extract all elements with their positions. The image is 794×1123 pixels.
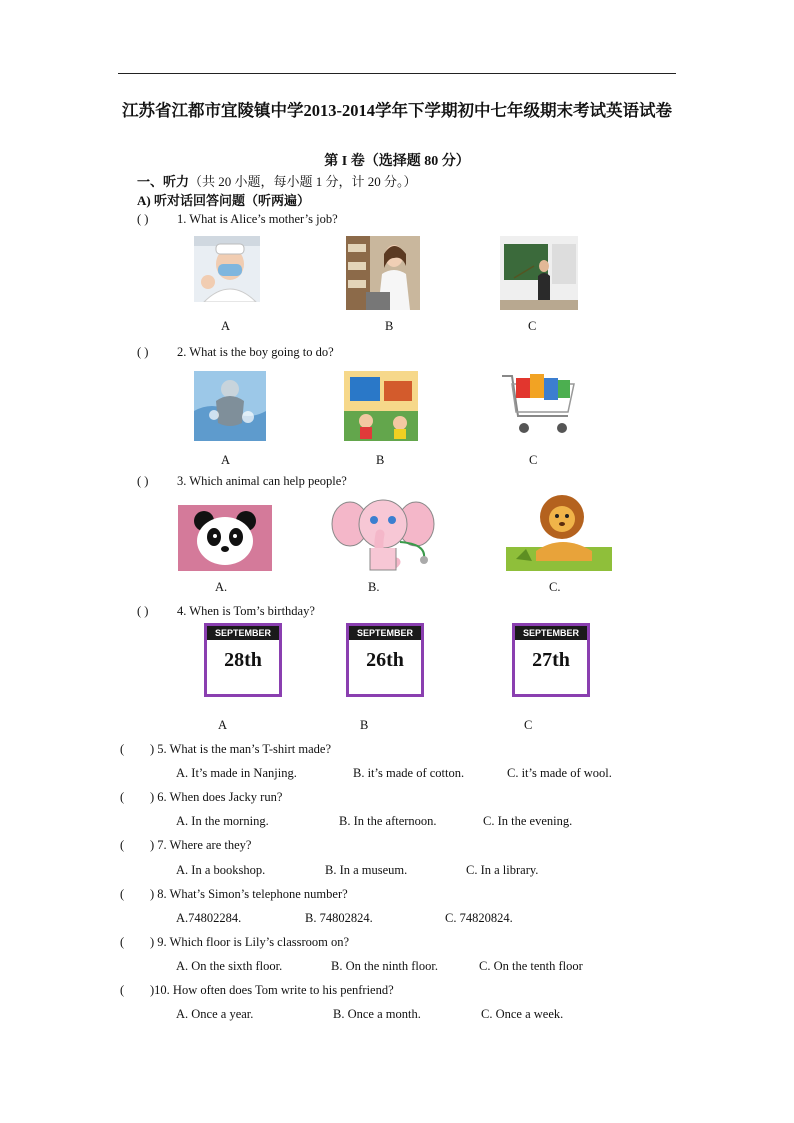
- question-4-text: 4. When is Tom’s birthday?: [177, 604, 315, 618]
- q4-label-c: C: [524, 718, 533, 732]
- answer-paren[interactable]: ( ): [137, 474, 149, 488]
- q5-option-a: A. It’s made in Nanjing.: [176, 766, 297, 780]
- q2-label-a: A: [221, 453, 231, 467]
- q5-option-b: B. it’s made of cotton.: [353, 766, 465, 780]
- q10-option-b: B. Once a month.: [333, 1007, 421, 1021]
- page-title: 江苏省江都市宜陵镇中学2013-2014学年下学期初中七年级期末考试英语试卷: [122, 101, 672, 120]
- section-heading-label: 一、听力: [137, 174, 190, 189]
- shopping-cart-image: [498, 370, 580, 442]
- q3-label-c: C.: [549, 580, 561, 594]
- question-2: [137, 345, 334, 360]
- q1-label-a: A: [221, 319, 231, 333]
- question-10-text: )10. How often does Tom write to his penfriend?: [150, 983, 394, 997]
- question-8-text: ) 8. What’s Simon’s telephone number?: [150, 887, 348, 901]
- question-3-text: 3. Which animal can help people?: [177, 474, 347, 488]
- elephant-image: [330, 494, 436, 574]
- calendar-day: 26th: [366, 649, 404, 671]
- lion-image: [506, 489, 612, 571]
- q2-label-c: C: [529, 453, 538, 467]
- question-4: [137, 604, 315, 619]
- q1-label-b: B: [385, 319, 394, 333]
- q10-option-a: A. Once a year.: [176, 1007, 254, 1021]
- answer-paren[interactable]: (: [120, 790, 125, 804]
- answer-paren[interactable]: ( ): [137, 212, 149, 226]
- volume-title: 第 I 卷（选择题 80 分）: [324, 154, 470, 169]
- swimming-image: [194, 371, 266, 441]
- answer-paren[interactable]: ( ): [137, 345, 149, 359]
- calendar-a: [204, 623, 282, 697]
- q7-option-a: A. In a bookshop.: [176, 863, 266, 877]
- playing-games-image: [344, 371, 418, 441]
- q10-option-c: C. Once a week.: [481, 1007, 564, 1021]
- q8-option-b: B. 74802824.: [305, 911, 373, 925]
- question-6: [120, 790, 282, 805]
- question-2-text: 2. What is the boy going to do?: [177, 345, 334, 359]
- calendar-month: SEPTEMBER: [349, 626, 421, 640]
- calendar-month: SEPTEMBER: [515, 626, 587, 640]
- q9-option-b: B. On the ninth floor.: [331, 959, 438, 973]
- calendar-day: 27th: [532, 649, 570, 671]
- calendar-b: [346, 623, 424, 697]
- q6-option-c: C. In the evening.: [483, 814, 573, 828]
- answer-paren[interactable]: ( ): [137, 604, 149, 618]
- question-6-text: ) 6. When does Jacky run?: [150, 790, 283, 804]
- question-7-text: ) 7. Where are they?: [150, 838, 252, 852]
- question-3: [137, 474, 347, 489]
- q6-option-a: A. In the morning.: [176, 814, 269, 828]
- question-8: [120, 887, 348, 902]
- q9-option-c: C. On the tenth floor: [479, 959, 583, 973]
- section-heading-note: （共 20 小题，每小题 1 分，计 20 分。）: [189, 174, 417, 189]
- answer-paren[interactable]: (: [120, 887, 125, 901]
- panda-image: [178, 505, 272, 571]
- q4-label-a: A: [218, 718, 228, 732]
- header-rule: [118, 73, 676, 74]
- q4-label-b: B: [360, 718, 369, 732]
- question-10: [120, 983, 394, 998]
- answer-paren[interactable]: (: [120, 838, 125, 852]
- question-7: [120, 838, 251, 853]
- nurse-image: [194, 236, 260, 302]
- q8-option-a: A.74802284.: [176, 911, 242, 925]
- q3-label-a: A.: [215, 580, 228, 594]
- q2-label-b: B: [376, 453, 385, 467]
- question-9: [120, 935, 349, 950]
- part-a-heading: A) 听对话回答问题（听两遍）: [137, 193, 310, 208]
- q3-label-b: B.: [368, 580, 380, 594]
- teacher-image: [500, 236, 578, 310]
- answer-paren[interactable]: (: [120, 742, 125, 756]
- q7-option-c: C. In a library.: [466, 863, 539, 877]
- section-heading: [137, 171, 417, 190]
- q7-option-b: B. In a museum.: [325, 863, 408, 877]
- question-5: [120, 742, 331, 757]
- q9-option-a: A. On the sixth floor.: [176, 959, 283, 973]
- shop-assistant-image: [346, 236, 420, 310]
- q6-option-b: B. In the afternoon.: [339, 814, 437, 828]
- question-1: [137, 212, 338, 227]
- q5-option-c: C. it’s made of wool.: [507, 766, 612, 780]
- question-5-text: ) 5. What is the man’s T-shirt made?: [150, 742, 331, 756]
- answer-paren[interactable]: (: [120, 983, 125, 997]
- q8-option-c: C. 74820824.: [445, 911, 513, 925]
- question-9-text: ) 9. Which floor is Lily’s classroom on?: [150, 935, 350, 949]
- calendar-day: 28th: [224, 649, 262, 671]
- q1-label-c: C: [528, 319, 537, 333]
- answer-paren[interactable]: (: [120, 935, 125, 949]
- question-1-text: 1. What is Alice’s mother’s job?: [177, 212, 338, 226]
- calendar-month: SEPTEMBER: [207, 626, 279, 640]
- calendar-c: [512, 623, 590, 697]
